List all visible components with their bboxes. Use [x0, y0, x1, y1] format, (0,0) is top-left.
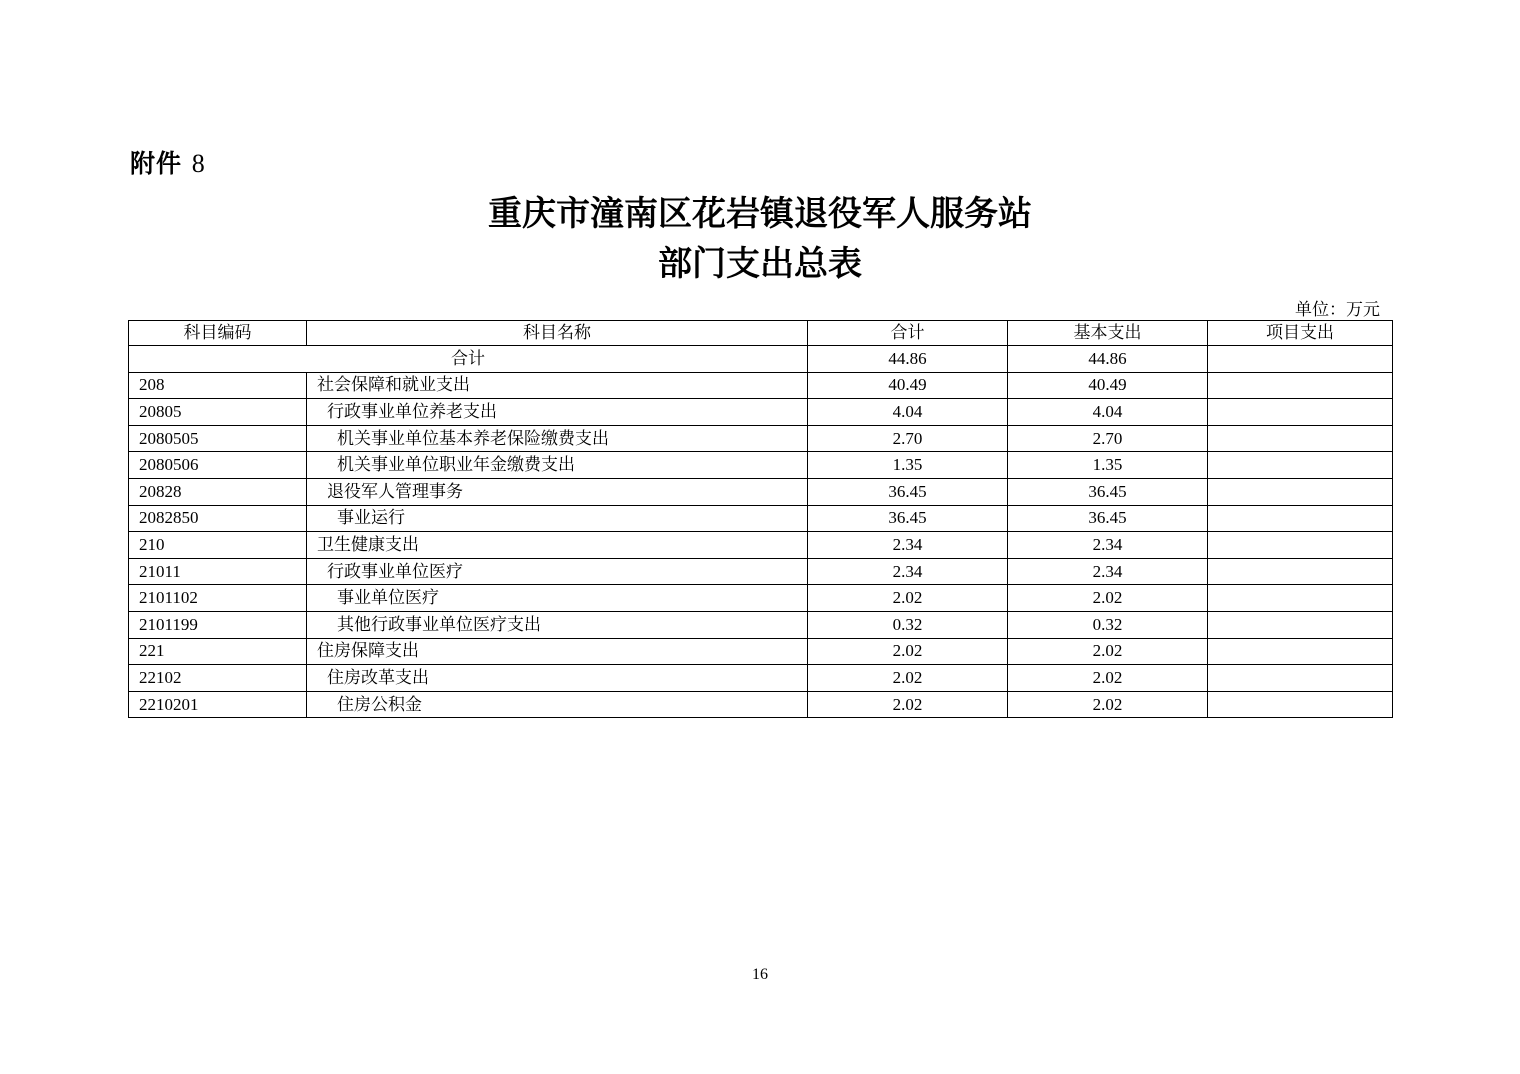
row-project-expenditure [1208, 505, 1393, 532]
table-row [129, 372, 1393, 399]
row-basic-expenditure: 2.02 [1008, 665, 1208, 692]
expenditure-table [128, 320, 1393, 718]
row-basic-expenditure: 36.45 [1008, 478, 1208, 505]
row-basic-expenditure: 2.70 [1008, 425, 1208, 452]
total-row-project [1208, 346, 1393, 373]
table-row [129, 478, 1393, 505]
row-subject-name: 住房保障支出 [307, 638, 808, 665]
table-row [129, 585, 1393, 612]
row-total: 2.34 [808, 532, 1008, 559]
header-total: 合计 [808, 321, 1008, 346]
row-project-expenditure [1208, 399, 1393, 426]
row-subject-name: 其他行政事业单位医疗支出 [307, 611, 808, 638]
row-project-expenditure [1208, 372, 1393, 399]
row-subject-code: 20805 [129, 399, 307, 426]
row-basic-expenditure: 36.45 [1008, 505, 1208, 532]
row-total: 2.02 [808, 585, 1008, 612]
row-subject-code: 210 [129, 532, 307, 559]
row-project-expenditure [1208, 638, 1393, 665]
header-basic-expenditure: 基本支出 [1008, 321, 1208, 346]
total-row-basic: 44.86 [1008, 346, 1208, 373]
table-row [129, 532, 1393, 559]
row-project-expenditure [1208, 665, 1393, 692]
row-basic-expenditure: 2.34 [1008, 532, 1208, 559]
header-subject-code: 科目编码 [129, 321, 307, 346]
document-title-line1: 重庆市潼南区花岩镇退役军人服务站 [488, 194, 1032, 234]
attachment-label [130, 144, 206, 180]
total-row-label: 合计 [129, 346, 808, 373]
row-project-expenditure [1208, 611, 1393, 638]
row-total: 1.35 [808, 452, 1008, 479]
page-number: 16 [752, 966, 768, 983]
row-subject-code: 208 [129, 372, 307, 399]
table-row [129, 399, 1393, 426]
row-total: 2.02 [808, 638, 1008, 665]
row-basic-expenditure: 2.02 [1008, 585, 1208, 612]
row-subject-code: 2210201 [129, 691, 307, 718]
document-title-line2: 部门支出总表 [658, 244, 862, 284]
table-row [129, 611, 1393, 638]
row-subject-code: 22102 [129, 665, 307, 692]
row-subject-name: 事业运行 [307, 505, 808, 532]
row-project-expenditure [1208, 532, 1393, 559]
header-subject-name: 科目名称 [307, 321, 808, 346]
row-basic-expenditure: 40.49 [1008, 372, 1208, 399]
row-basic-expenditure: 2.02 [1008, 691, 1208, 718]
row-total: 36.45 [808, 478, 1008, 505]
row-subject-code: 2082850 [129, 505, 307, 532]
row-total: 4.04 [808, 399, 1008, 426]
row-basic-expenditure: 1.35 [1008, 452, 1208, 479]
row-project-expenditure [1208, 691, 1393, 718]
row-subject-code: 2080506 [129, 452, 307, 479]
row-total: 2.34 [808, 558, 1008, 585]
row-subject-name: 社会保障和就业支出 [307, 372, 808, 399]
row-subject-name: 退役军人管理事务 [307, 478, 808, 505]
row-total: 40.49 [808, 372, 1008, 399]
row-subject-name: 行政事业单位养老支出 [307, 399, 808, 426]
row-subject-code: 2101199 [129, 611, 307, 638]
header-project-expenditure: 项目支出 [1208, 321, 1393, 346]
row-subject-code: 2101102 [129, 585, 307, 612]
row-project-expenditure [1208, 452, 1393, 479]
row-basic-expenditure: 2.34 [1008, 558, 1208, 585]
row-subject-name: 机关事业单位基本养老保险缴费支出 [307, 425, 808, 452]
row-total: 2.02 [808, 665, 1008, 692]
attachment-number: 8 [191, 149, 206, 178]
row-subject-name: 行政事业单位医疗 [307, 558, 808, 585]
table-row [129, 558, 1393, 585]
row-total: 2.02 [808, 691, 1008, 718]
row-total: 2.70 [808, 425, 1008, 452]
table-row [129, 425, 1393, 452]
row-project-expenditure [1208, 585, 1393, 612]
attachment-label-text: 附件 [130, 149, 183, 178]
row-project-expenditure [1208, 478, 1393, 505]
row-basic-expenditure: 0.32 [1008, 611, 1208, 638]
table-row [129, 665, 1393, 692]
table-row [129, 638, 1393, 665]
row-subject-code: 221 [129, 638, 307, 665]
table-row [129, 691, 1393, 718]
row-total: 36.45 [808, 505, 1008, 532]
row-subject-name: 住房改革支出 [307, 665, 808, 692]
row-subject-name: 住房公积金 [307, 691, 808, 718]
row-basic-expenditure: 4.04 [1008, 399, 1208, 426]
table-header-row [129, 321, 1393, 346]
row-project-expenditure [1208, 558, 1393, 585]
row-total: 0.32 [808, 611, 1008, 638]
table-row [129, 505, 1393, 532]
row-subject-name: 机关事业单位职业年金缴费支出 [307, 452, 808, 479]
row-subject-name: 卫生健康支出 [307, 532, 808, 559]
row-subject-name: 事业单位医疗 [307, 585, 808, 612]
row-basic-expenditure: 2.02 [1008, 638, 1208, 665]
row-subject-code: 20828 [129, 478, 307, 505]
total-row [129, 346, 1393, 373]
table-row [129, 452, 1393, 479]
unit-label: 单位：万元 [1295, 300, 1380, 319]
row-subject-code: 2080505 [129, 425, 307, 452]
row-subject-code: 21011 [129, 558, 307, 585]
row-project-expenditure [1208, 425, 1393, 452]
total-row-total: 44.86 [808, 346, 1008, 373]
